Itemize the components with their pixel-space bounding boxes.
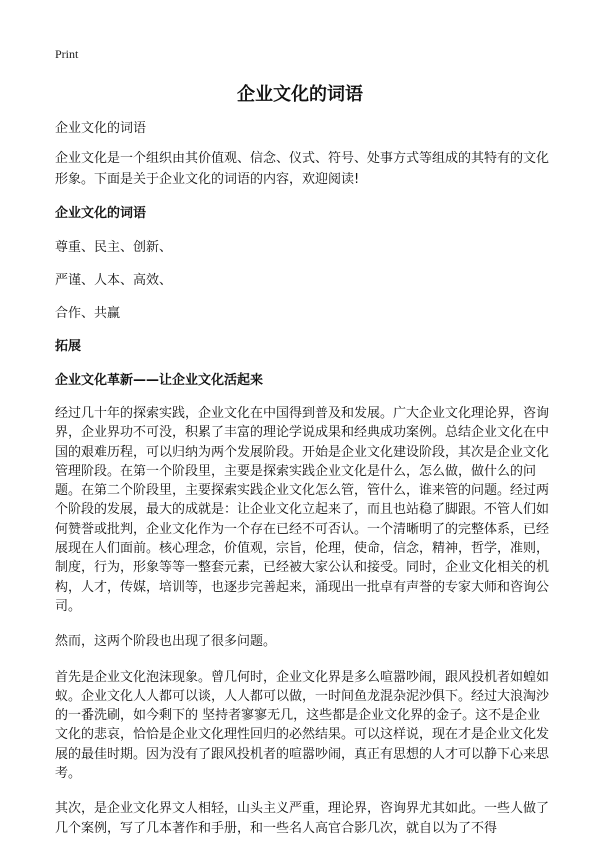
words-heading: 企业文化的词语	[55, 206, 147, 221]
page-title: 企业文化的词语	[237, 84, 363, 105]
body-paragraph: 首先是企业文化泡沫现象。曾几何时，企业文化界是多么喧嚣吵闹，跟风投机者如蝗如蚁。企业文化人人都可以谈，人人都可以做，一时间鱼龙混杂泥沙俱下。经过大浪淘沙的一番洗刷，如今剩下的 坚持者寥寥无几，这些都是企业文化界的金子。这不是企业文化的悲哀，恰恰是企业文化理性回归的必然结果。可以这样说，现在才是企业文化发展的最佳时期。因为没有了跟风投机者的喧嚣吵闹，真正有思想的人才可以静下心来思考。	[55, 669, 550, 782]
body-paragraph: 经过几十年的探索实践，企业文化在中国得到普及和发展。广大企业文化理论界，咨询界，企业界功不可没，积累了丰富的理论学说成果和经典成功案例。总结企业文化在中国的艰难历程，可以归纳为两个发展阶段。开始是企业文化建设阶段，其次是企业文化管理阶段。在第一个阶段里，主要是探索实践企业文化是什么，怎么做，做什么的问题。在第二个阶段里，主要探索实践企业文化怎么管，管什么，谁来管的问题。经过两个阶段的发展，最大的成就是：让企业文化立起来了，而且也站稳了脚跟。不管人们如何赞誉或批判，企业文化作为一个存在已经不可否认。一个清晰明了的完整体系，已经展现在人们面前。核心理念，价值观，宗旨，伦理，使命，信念，精神，哲学，准则，制度，行为，形象等等一整套元素，已经被大家公认和接受。同时，企业文化相关的机构，人才，传媒，培训等，也逐步完善起来，涌现出一批卓有声誉的专家大师和咨询公司。	[55, 406, 550, 614]
article-body	[55, 118, 553, 854]
intro-paragraph: 企业文化是一个组织由其价值观、信念、仪式、符号、处事方式等组成的其特有的文化形象。下面是关于企业文化的词语的内容，欢迎阅读!	[55, 151, 550, 187]
article-subtitle: 企业文化的词语	[55, 121, 147, 136]
word-list-item: 合作、共赢	[55, 306, 121, 321]
word-list-item: 严谨、人本、高效、	[55, 273, 173, 288]
section-heading: 企业文化革新——让企业文化活起来	[55, 373, 264, 388]
extension-heading: 拓展	[55, 339, 82, 354]
print-link[interactable]: Print	[55, 47, 79, 61]
body-paragraph: 其次，是企业文化界文人相轻，山头主义严重，理论界，咨询界尤其如此。一些人做了几个案例，写了几本著作和手册，和一些名人高官合影几次，就自以为了不得	[55, 801, 550, 836]
body-paragraph: 然而，这两个阶段也出现了很多问题。	[55, 634, 277, 650]
word-list-item: 尊重、民主、创新、	[55, 240, 173, 255]
